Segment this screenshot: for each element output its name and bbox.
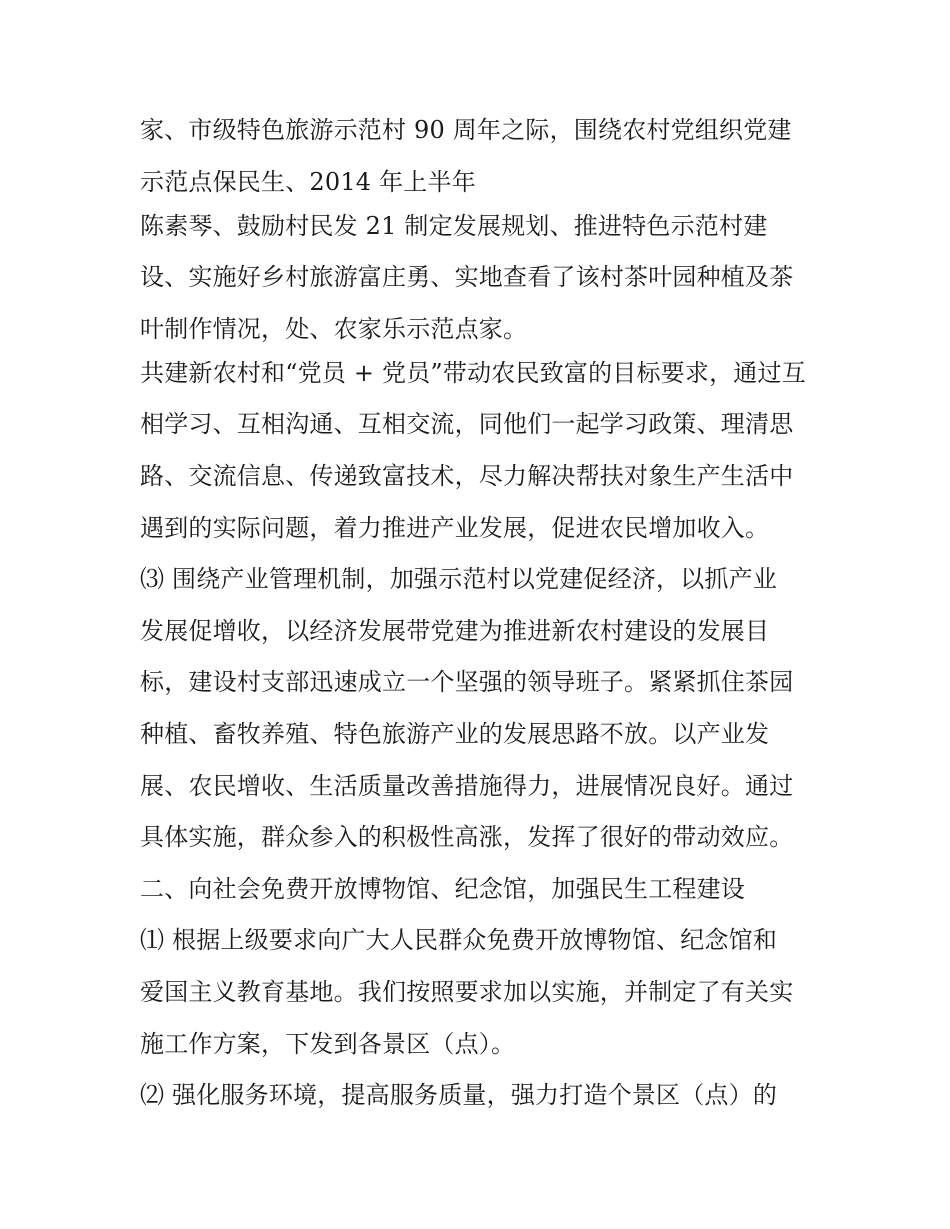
document-body	[140, 109, 830, 1126]
text-line: ⑶ 围绕产业管理机制，加强示范村以党建促经济，以抓产业	[140, 565, 778, 594]
text-line: 施工作方案，下发到各景区（点）。	[140, 1029, 516, 1058]
text-line: 种植、畜牧养殖、特色旅游产业的发展思路不放。以产业发	[140, 719, 770, 748]
text-line: 爱国主义教育基地。我们按照要求加以实施，并制定了有关实	[140, 977, 794, 1006]
text-line: ⑴ 根据上级要求向广大人民群众免费开放博物馆、纪念馆和	[140, 926, 778, 955]
text-line: 共建新农村和“党员 + 党员”带动农民致富的目标要求，通过互	[140, 358, 806, 387]
text-line: 叶制作情况，处、农家乐示范点家。	[140, 314, 528, 343]
text-line: 发展促增收，以经济发展带党建为推进新农村建设的发展目	[140, 616, 770, 645]
text-line: 具体实施，群众参入的积极性高涨，发挥了很好的带动效应。	[140, 823, 794, 852]
text-line: 标，建设村支部迅速成立一个坚强的领导班子。紧紧抓住茶园	[140, 668, 794, 697]
text-line: 示范点保民生、2014 年上半年	[140, 167, 476, 196]
text-line: 路、交流信息、传递致富技术，尽力解决帮扶对象生产生活中	[140, 461, 794, 490]
text-line: 展、农民增收、生活质量改善措施得力，进展情况良好。通过	[140, 771, 794, 800]
section-heading: 二、向社会免费开放博物馆、纪念馆，加强民生工程建设	[140, 874, 745, 903]
text-line: 相学习、互相沟通、互相交流，同他们一起学习政策、理清思	[140, 410, 794, 439]
text-line: 陈素琴、鼓励村民发 21 制定发展规划、推进特色示范村建	[140, 211, 768, 240]
text-line: ⑵ 强化服务环境，提高服务质量，强力打造个景区（点）的	[140, 1081, 778, 1110]
text-line: 家、市级特色旅游示范村 90 周年之际，围绕农村党组织党建	[140, 116, 792, 144]
text-line: 遇到的实际问题，着力推进产业发展，促进农民增加收入。	[140, 513, 770, 542]
text-line: 设、实施好乡村旅游富庄勇、实地查看了该村茶叶园种植及茶	[140, 263, 794, 292]
